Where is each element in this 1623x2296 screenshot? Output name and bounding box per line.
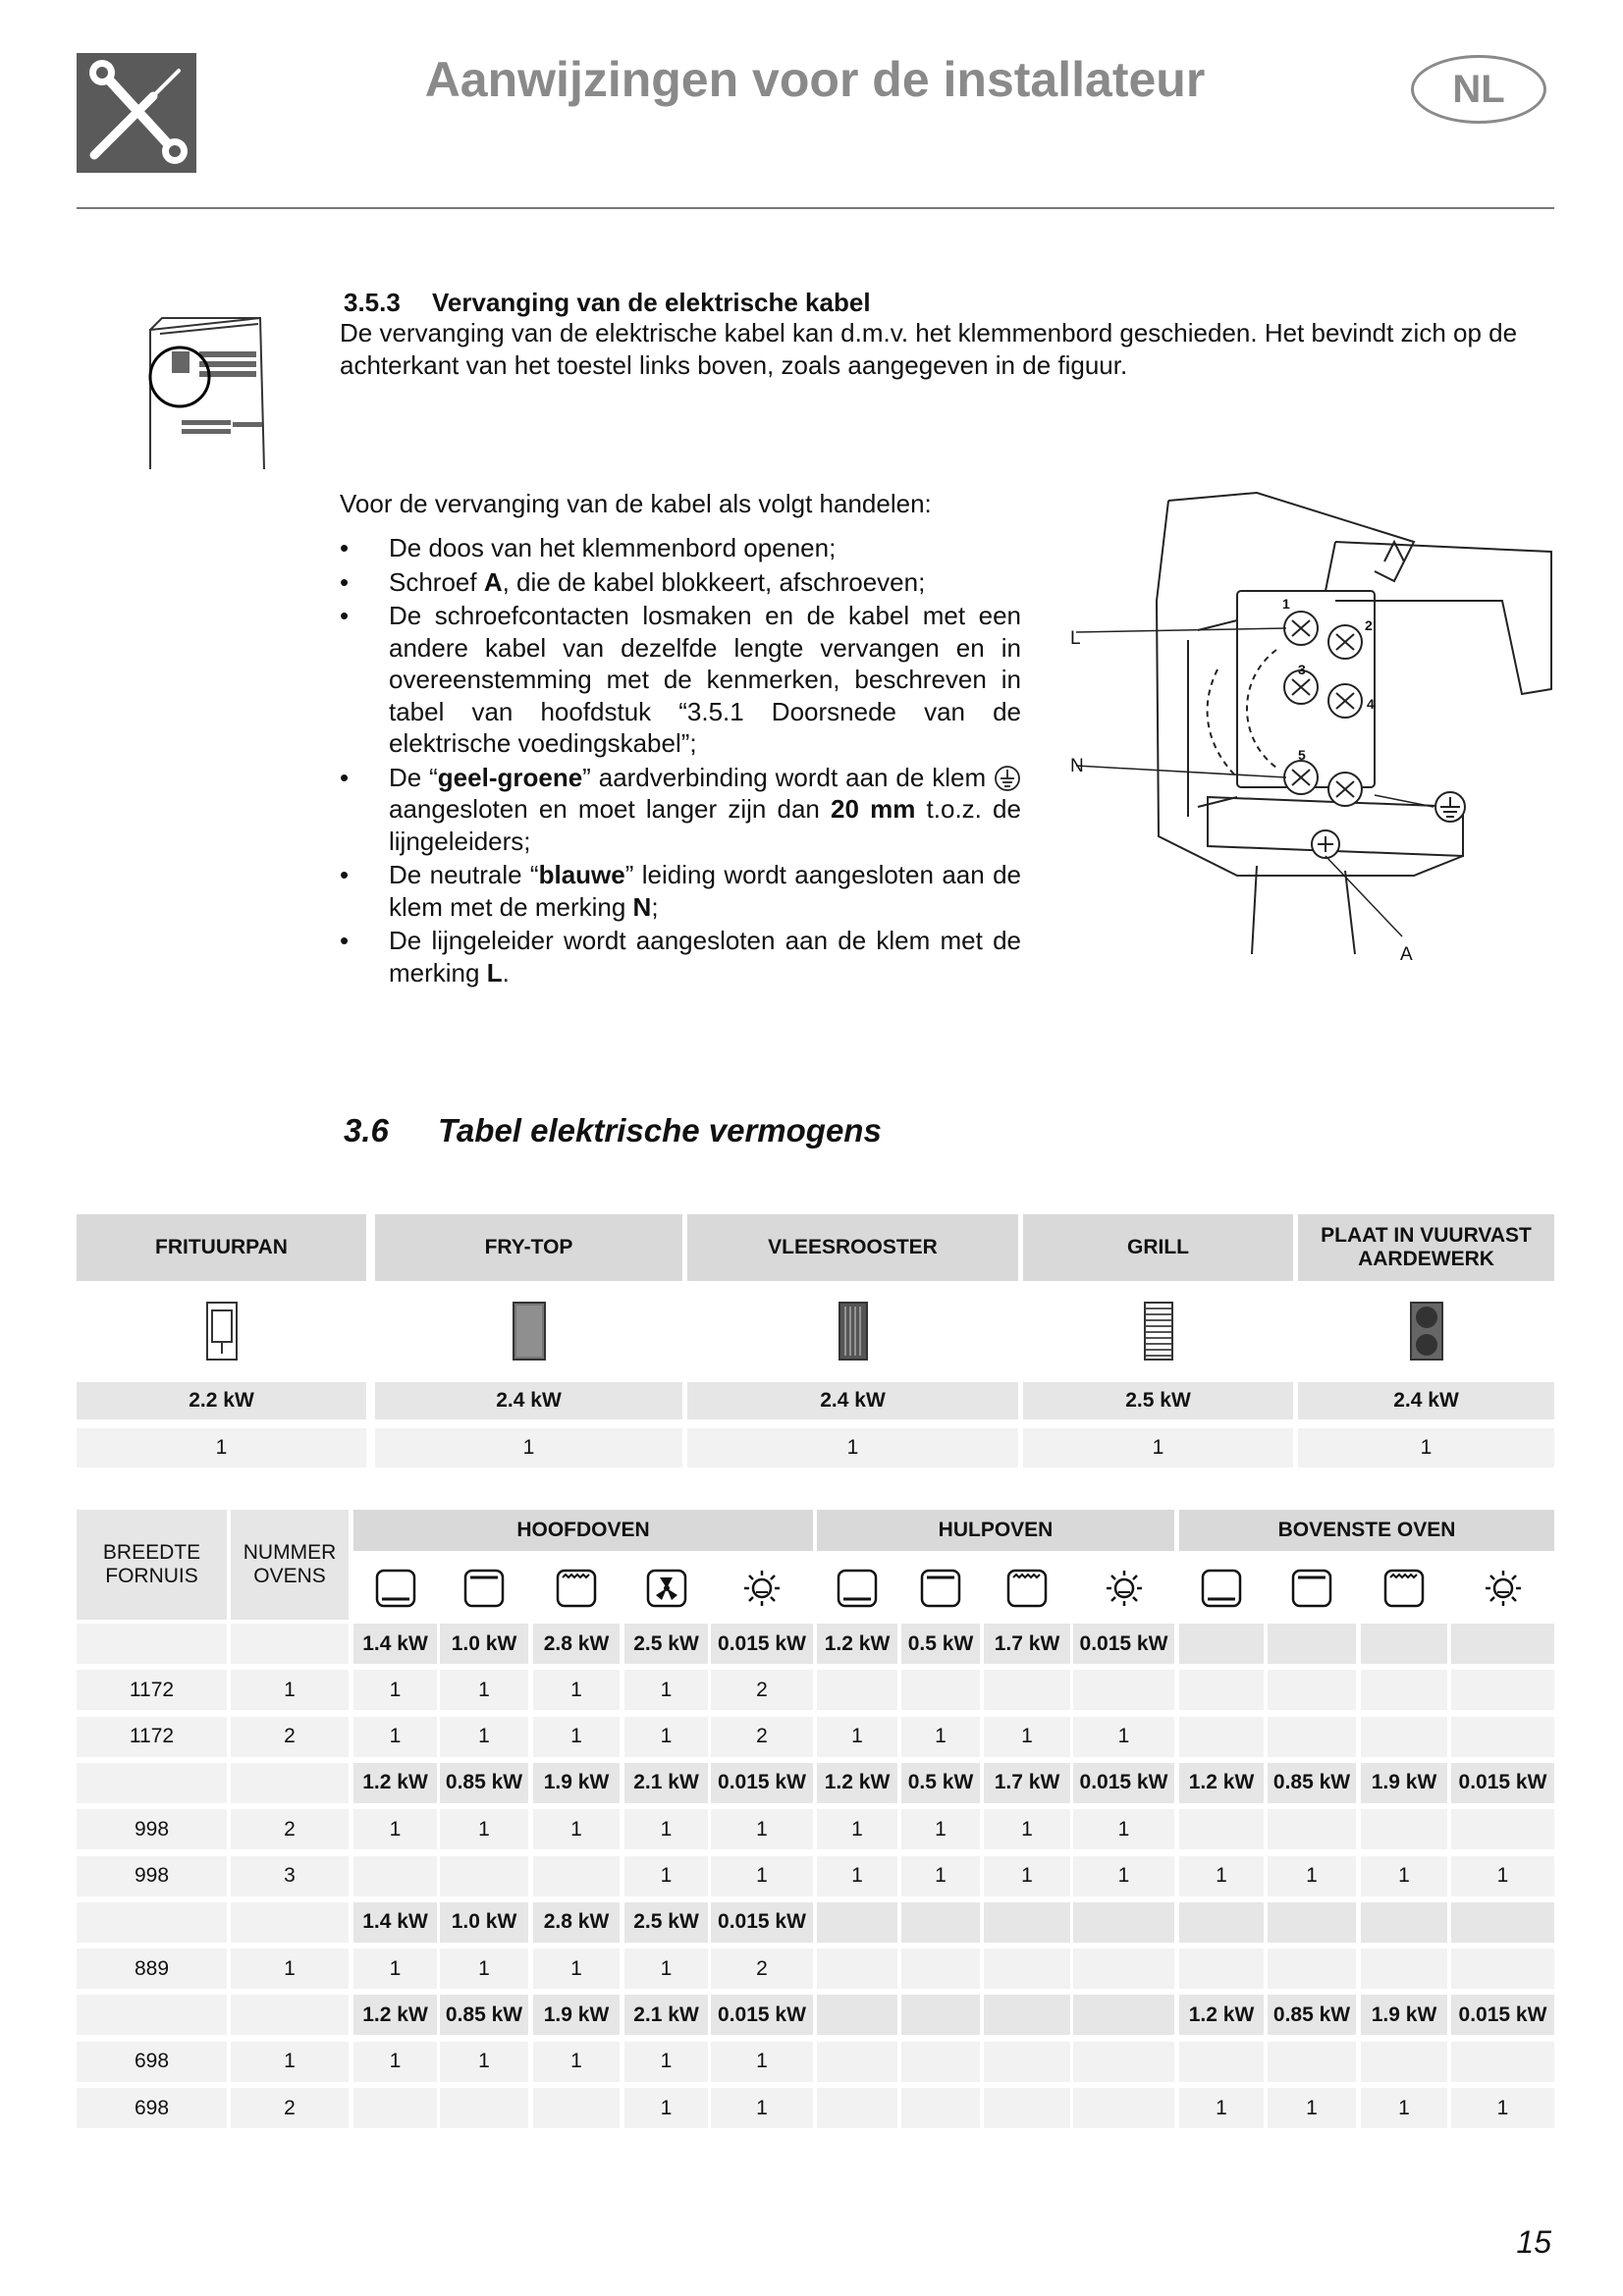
value-cell: 1 (1179, 2088, 1264, 2128)
value-cell: 1 (1268, 1856, 1356, 1896)
power-cell: 0.015 kW (711, 1902, 813, 1943)
power-cell (1179, 1624, 1264, 1664)
oven-function-icon-cell (984, 1557, 1070, 1620)
value-cell: 1 (353, 1670, 437, 1710)
value-cell (1451, 2042, 1554, 2082)
value-cell: 1 (353, 1809, 437, 1849)
power-cell: 1.2 kW (817, 1624, 897, 1664)
power-cell: 1.2 kW (353, 1763, 437, 1803)
step-item (340, 600, 1021, 760)
value-cell: 1 (440, 1717, 528, 1757)
power-cell: 0.85 kW (440, 1763, 528, 1803)
power-cell: 1.9 kW (533, 1763, 620, 1803)
value-cell (353, 2088, 437, 2128)
value-cell (1268, 1717, 1356, 1757)
terminal-label-3: 3 (1298, 662, 1306, 677)
power-cell (231, 1763, 349, 1803)
value-cell: 1 (711, 1856, 813, 1896)
value-cell: 1 (1073, 1856, 1174, 1896)
power-cell (817, 1995, 897, 2035)
value-cell: 1 (711, 1809, 813, 1849)
terminal-label-5: 5 (1298, 747, 1306, 763)
value-cell (1179, 1670, 1264, 1710)
power-cell: 1.0 kW (440, 1902, 528, 1943)
power-cell: 0.015 kW (1451, 1763, 1554, 1803)
step-text: . (502, 957, 510, 988)
section-number: 3.5.3 (344, 288, 401, 317)
value-cell (1073, 1949, 1174, 1989)
top-heat-icon (1290, 1568, 1333, 1609)
power-cell (1268, 1624, 1356, 1664)
step-emphasis: 20 mm (831, 794, 916, 824)
oven-function-icon-cell (1361, 1557, 1447, 1620)
value-cell: 1 (231, 1949, 349, 1989)
oven-function-icon-cell (353, 1557, 437, 1620)
value-cell: 1 (1361, 1856, 1447, 1896)
main-oven-header: HOOFDOVEN (353, 1510, 813, 1551)
section-title: Vervanging van de elektrische kabel (432, 288, 871, 317)
value-cell: 1 (1179, 1856, 1264, 1896)
value-cell: 1 (533, 1670, 620, 1710)
value-cell: 2 (711, 1670, 813, 1710)
value-cell: 1 (984, 1809, 1070, 1849)
power-cell (77, 1902, 227, 1943)
step-text: De “ (389, 762, 438, 792)
value-cell (817, 2042, 897, 2082)
hob-type-header: FRY-TOP (375, 1214, 682, 1281)
value-cell (1268, 1949, 1356, 1989)
step-text: , die de kabel blokkeert, afschroeven; (502, 566, 926, 597)
hob-type-header: GRILL (1023, 1214, 1293, 1281)
figure-label-A: A (1400, 944, 1413, 965)
value-cell: 1 (624, 1856, 708, 1896)
power-cell (1451, 1902, 1554, 1943)
value-cell (440, 1856, 528, 1896)
hob-icon-cell (687, 1286, 1018, 1376)
step-emphasis: A (483, 566, 503, 597)
hob-power-cell: 2.2 kW (77, 1382, 366, 1419)
terminal-block-figure (1041, 483, 1571, 974)
power-cell: 2.1 kW (624, 1763, 708, 1803)
power-cell (1073, 1902, 1174, 1943)
value-cell (1179, 1717, 1264, 1757)
step-emphasis: N (632, 891, 652, 922)
value-cell (984, 2088, 1070, 2128)
figure-label-L: L (1070, 628, 1081, 649)
figure-label-N: N (1070, 756, 1084, 776)
power-cell (1268, 1902, 1356, 1943)
value-cell (1361, 1717, 1447, 1757)
value-cell (817, 1949, 897, 1989)
power-cell: 1.7 kW (984, 1763, 1070, 1803)
value-cell: 1 (624, 2042, 708, 2082)
value-cell (1073, 1670, 1174, 1710)
value-cell: 2 (711, 1949, 813, 1989)
oven-function-icon-cell (1451, 1557, 1554, 1620)
value-cell: 1 (533, 1949, 620, 1989)
section-heading-36 (344, 1112, 882, 1149)
value-cell (1451, 1717, 1554, 1757)
step-item (340, 566, 1021, 599)
step-text: De lijngeleider wordt aangesloten aan de klem met de merking (389, 926, 1021, 988)
hob-icon-cell (77, 1286, 366, 1376)
value-cell: 1 (1268, 2088, 1356, 2128)
value-cell: 2 (711, 1717, 813, 1757)
oven-function-icon-cell (624, 1557, 708, 1620)
hob-power-cell: 2.4 kW (687, 1382, 1018, 1419)
step-item (340, 925, 1021, 988)
value-cell: 1 (817, 1809, 897, 1849)
top-oven-header: BOVENSTE OVEN (1179, 1510, 1554, 1551)
value-cell: 1 (901, 1856, 980, 1896)
value-cell (1451, 1949, 1554, 1989)
value-cell (901, 2088, 980, 2128)
value-cell (533, 2088, 620, 2128)
power-cell: 0.015 kW (1073, 1624, 1174, 1664)
value-cell (533, 1856, 620, 1896)
power-cell: 0.015 kW (1073, 1763, 1174, 1803)
value-cell (1179, 2042, 1264, 2082)
value-cell (984, 1949, 1070, 1989)
value-cell: 1 (901, 1809, 980, 1849)
hob-count-cell: 1 (77, 1428, 366, 1468)
power-cell: 1.2 kW (353, 1995, 437, 2035)
deep-fryer-icon (203, 1300, 241, 1362)
step-text: ; (651, 891, 659, 922)
section-heading-353 (344, 288, 871, 318)
power-cell: 1.2 kW (1179, 1995, 1264, 2035)
value-cell: 2 (231, 1717, 349, 1757)
header-title: Aanwijzingen voor de installateur (424, 52, 1206, 107)
value-cell: 1 (711, 2042, 813, 2082)
step-item (340, 859, 1021, 923)
power-cell: 1.2 kW (1179, 1763, 1264, 1803)
value-cell: 998 (77, 1856, 227, 1896)
value-cell (1073, 2088, 1174, 2128)
value-cell: 1 (231, 2042, 349, 2082)
power-cell (817, 1902, 897, 1943)
value-cell: 889 (77, 1949, 227, 1989)
oven-function-icon-cell (440, 1557, 528, 1620)
value-cell (1361, 1809, 1447, 1849)
hob-type-header: VLEESROOSTER (687, 1214, 1018, 1281)
top-grill-icon (555, 1568, 598, 1609)
value-cell: 2 (231, 1809, 349, 1849)
page-number: 15 (1516, 2224, 1551, 2260)
oven-function-icon-cell (901, 1557, 980, 1620)
tools-logo-icon (77, 53, 196, 173)
value-cell (1268, 1670, 1356, 1710)
value-cell: 1 (440, 1949, 528, 1989)
hob-count-cell: 1 (1023, 1428, 1293, 1468)
power-cell: 2.5 kW (624, 1624, 708, 1664)
hob-count-cell: 1 (687, 1428, 1018, 1468)
step-text: De neutrale “ (389, 860, 539, 889)
value-cell (1451, 1809, 1554, 1849)
value-cell: 1 (984, 1717, 1070, 1757)
oven-function-icon-cell (1268, 1557, 1356, 1620)
value-cell (440, 2088, 528, 2128)
power-cell: 0.85 kW (440, 1995, 528, 2035)
terminal-label-1: 1 (1282, 596, 1290, 612)
power-cell (901, 1995, 980, 2035)
power-cell: 1.4 kW (353, 1624, 437, 1664)
value-cell: 1172 (77, 1717, 227, 1757)
hob-icon-cell (375, 1286, 682, 1376)
top-grill-icon (1382, 1568, 1426, 1609)
step-text: De schroefcontacten losmaken en de kabel met een andere kabel van dezelfde lengte vervangen en in overeenstemming met de kenmerken, beschreven in tabel van hoofdstuk “3.5.1 Doorsnede van de elektrische voedingskabel”; (389, 601, 1021, 758)
lamp-icon (1482, 1568, 1525, 1609)
value-cell: 1 (624, 2088, 708, 2128)
step-emphasis: blauwe (538, 860, 625, 889)
value-cell: 1 (1451, 1856, 1554, 1896)
hob-count-cell: 1 (1298, 1428, 1554, 1468)
power-cell: 0.85 kW (1268, 1763, 1356, 1803)
top-grill-icon (1005, 1568, 1049, 1609)
value-cell: 1 (817, 1717, 897, 1757)
step-text: Schroef (389, 566, 484, 597)
auxiliary-oven-header: HULPOVEN (817, 1510, 1174, 1551)
hob-power-cell: 2.4 kW (375, 1382, 682, 1419)
hob-type-header: PLAAT IN VUURVAST AARDEWERK (1298, 1214, 1554, 1281)
bottom-heat-icon (374, 1568, 417, 1609)
bottom-heat-icon (836, 1568, 879, 1609)
value-cell: 1 (901, 1717, 980, 1757)
power-cell: 0.015 kW (711, 1763, 813, 1803)
lamp-icon (1103, 1568, 1146, 1609)
value-cell: 698 (77, 2088, 227, 2128)
power-cell (1179, 1902, 1264, 1943)
top-heat-icon (919, 1568, 962, 1609)
step-item (340, 532, 1021, 564)
ground-symbol-icon (994, 765, 1021, 792)
step-text: aangesloten en moet langer zijn dan (389, 794, 832, 824)
value-cell: 1 (1073, 1809, 1174, 1849)
steps-lead: Voor de vervanging van de kabel als volgt handelen: (340, 489, 932, 518)
width-column-header: BREEDTE FORNUIS (77, 1510, 227, 1620)
step-emphasis: geel-groene (437, 762, 583, 792)
value-cell: 1 (984, 1856, 1070, 1896)
power-cell (231, 1624, 349, 1664)
lamp-icon (740, 1568, 784, 1609)
power-cell: 1.2 kW (817, 1763, 897, 1803)
value-cell: 1 (1073, 1717, 1174, 1757)
power-cell (77, 1995, 227, 2035)
ground-symbol-icon (994, 765, 1021, 792)
value-cell: 1172 (77, 1670, 227, 1710)
value-cell: 1 (1451, 2088, 1554, 2128)
value-cell: 698 (77, 2042, 227, 2082)
hob-count-cell: 1 (375, 1428, 682, 1468)
power-cell: 0.015 kW (711, 1624, 813, 1664)
value-cell: 1 (533, 1717, 620, 1757)
oven-function-icon-cell (711, 1557, 813, 1620)
intro-paragraph: De vervanging van de elektrische kabel kan d.m.v. het klemmenbord geschieden. Het bevindt zich op de achterkant van het toestel links boven, zoals aangegeven in de figuur. (340, 318, 1518, 380)
step-item (340, 762, 1021, 858)
value-cell (901, 1670, 980, 1710)
power-cell: 1.0 kW (440, 1624, 528, 1664)
hob-power-cell: 2.4 kW (1298, 1382, 1554, 1419)
power-cell (1451, 1624, 1554, 1664)
appliance-back-figure (142, 312, 270, 471)
power-cell (1361, 1624, 1447, 1664)
value-cell (353, 1856, 437, 1896)
power-cell: 0.85 kW (1268, 1995, 1356, 2035)
power-cell: 0.015 kW (1451, 1995, 1554, 2035)
value-cell: 1 (1361, 2088, 1447, 2128)
section-number: 3.6 (344, 1112, 389, 1148)
value-cell: 1 (231, 1670, 349, 1710)
step-text: ” aardverbinding wordt aan de klem (582, 762, 994, 792)
power-cell (901, 1902, 980, 1943)
oven-function-icon-cell (817, 1557, 897, 1620)
step-text: ” leiding wordt aangesloten aan de klem met de merking (389, 860, 1021, 922)
step-emphasis: L (486, 957, 503, 988)
value-cell: 998 (77, 1809, 227, 1849)
value-cell: 1 (817, 1856, 897, 1896)
steps-list (340, 532, 1021, 990)
power-cell: 2.8 kW (533, 1624, 620, 1664)
step-text: t.o.z. de lijngeleiders; (389, 794, 1021, 856)
value-cell: 1 (440, 1670, 528, 1710)
power-cell: 2.5 kW (624, 1902, 708, 1943)
value-cell: 1 (624, 1949, 708, 1989)
power-cell: 1.9 kW (533, 1995, 620, 2035)
power-cell: 2.8 kW (533, 1902, 620, 1943)
value-cell: 1 (624, 1809, 708, 1849)
value-cell: 1 (440, 2042, 528, 2082)
power-cell (77, 1763, 227, 1803)
value-cell: 2 (231, 2088, 349, 2128)
value-cell: 1 (624, 1717, 708, 1757)
value-cell: 1 (533, 2042, 620, 2082)
power-cell: 1.4 kW (353, 1902, 437, 1943)
oven-function-icon-cell (1179, 1557, 1264, 1620)
value-cell: 1 (440, 1809, 528, 1849)
value-cell (1361, 2042, 1447, 2082)
power-cell: 2.1 kW (624, 1995, 708, 2035)
hob-icon-cell (1023, 1286, 1293, 1376)
terminal-label-4: 4 (1367, 696, 1375, 712)
header-divider (77, 207, 1554, 209)
power-cell (984, 1902, 1070, 1943)
value-cell (1073, 2042, 1174, 2082)
value-cell (1179, 1809, 1264, 1849)
ovens-column-header: NUMMER OVENS (231, 1510, 349, 1620)
step-text: De doos van het klemmenbord openen; (389, 533, 837, 562)
oven-function-icon-cell (533, 1557, 620, 1620)
value-cell (1268, 1809, 1356, 1849)
value-cell: 1 (533, 1809, 620, 1849)
top-heat-icon (462, 1568, 506, 1609)
value-cell (1179, 1949, 1264, 1989)
value-cell (901, 1949, 980, 1989)
hob-type-header: FRITUURPAN (77, 1214, 366, 1281)
language-badge: NL (1411, 55, 1546, 124)
power-cell (231, 1902, 349, 1943)
fry-top-icon (511, 1300, 548, 1362)
power-cell: 0.5 kW (901, 1624, 980, 1664)
power-cell (231, 1995, 349, 2035)
value-cell (1451, 1670, 1554, 1710)
power-cell (77, 1624, 227, 1664)
hob-icon-cell (1298, 1286, 1554, 1376)
bottom-heat-icon (1200, 1568, 1243, 1609)
grill-plate-icon (835, 1300, 872, 1362)
value-cell: 1 (711, 2088, 813, 2128)
section-title: Tabel elektrische vermogens (438, 1112, 882, 1148)
ceramic-plate-icon (1408, 1300, 1445, 1362)
value-cell (984, 1670, 1070, 1710)
power-cell (984, 1995, 1070, 2035)
value-cell: 1 (353, 2042, 437, 2082)
value-cell (901, 2042, 980, 2082)
power-cell: 1.9 kW (1361, 1763, 1447, 1803)
power-cell (1361, 1902, 1447, 1943)
power-cell: 0.015 kW (711, 1995, 813, 2035)
terminal-label-2: 2 (1365, 617, 1373, 633)
oven-function-icon-cell (1073, 1557, 1174, 1620)
power-cell (1073, 1995, 1174, 2035)
value-cell (817, 2088, 897, 2128)
value-cell (984, 2042, 1070, 2082)
value-cell (817, 1670, 897, 1710)
value-cell: 1 (353, 1949, 437, 1989)
power-cell: 1.9 kW (1361, 1995, 1447, 2035)
value-cell (1361, 1949, 1447, 1989)
value-cell (1361, 1670, 1447, 1710)
value-cell: 3 (231, 1856, 349, 1896)
hob-power-cell: 2.5 kW (1023, 1382, 1293, 1419)
fan-icon (645, 1568, 688, 1609)
value-cell: 1 (624, 1670, 708, 1710)
grill-icon (1140, 1300, 1177, 1362)
value-cell (1268, 2042, 1356, 2082)
power-cell: 1.7 kW (984, 1624, 1070, 1664)
value-cell: 1 (353, 1717, 437, 1757)
power-cell: 0.5 kW (901, 1763, 980, 1803)
